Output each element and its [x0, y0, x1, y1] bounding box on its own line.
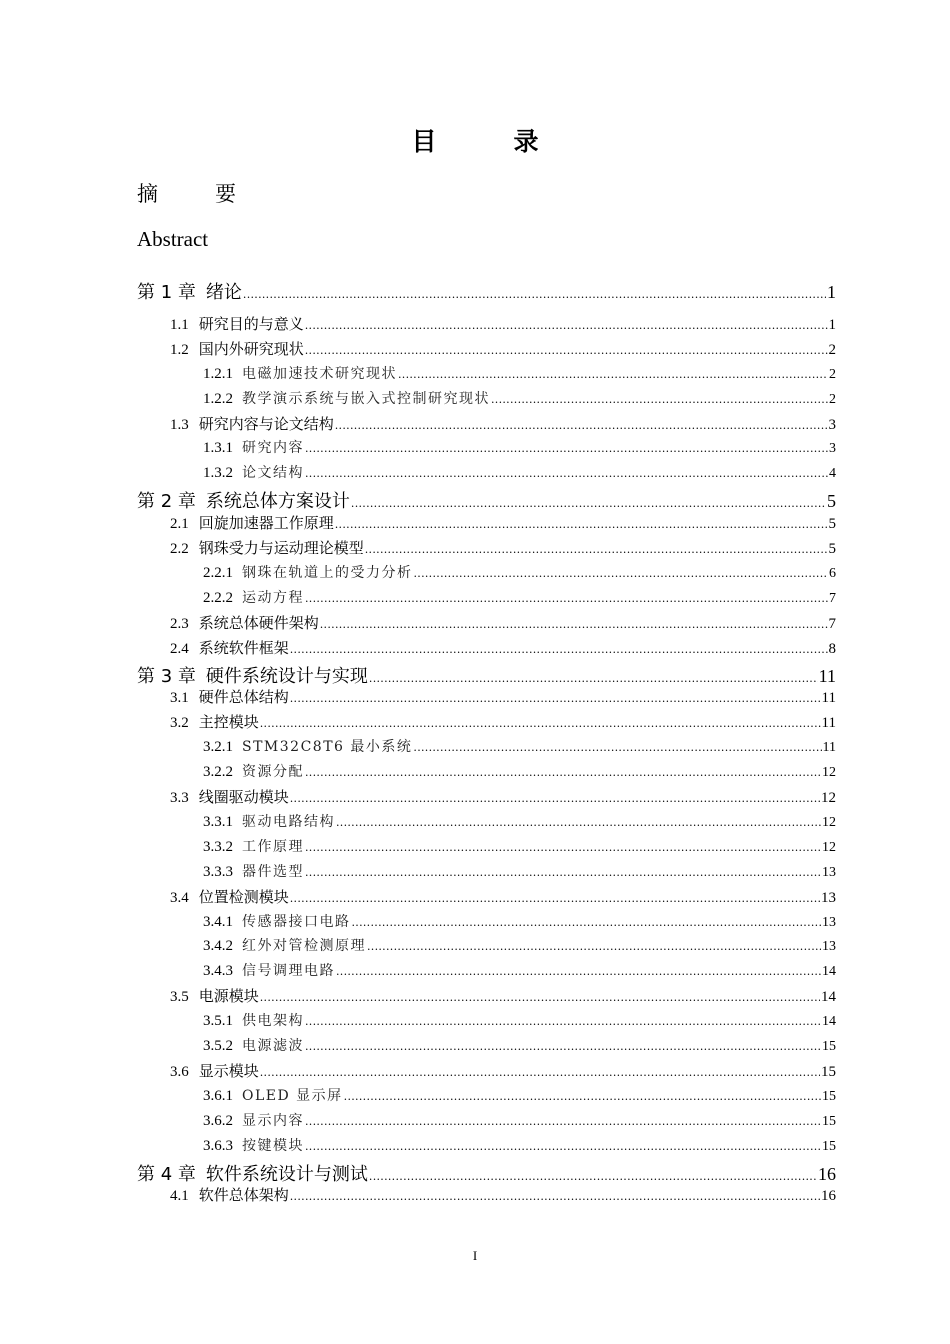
toc-entry-title: 信号调理电路	[242, 963, 335, 980]
toc-entry[interactable]	[170, 313, 836, 334]
toc-entry-title: 研究内容	[242, 440, 304, 457]
toc-entry[interactable]	[203, 1010, 836, 1030]
toc-entry-page: 14	[822, 964, 836, 980]
toc-dot-leader	[413, 741, 821, 754]
toc-entry[interactable]	[203, 1085, 836, 1105]
toc-entry-title: 供电架构	[242, 1013, 304, 1030]
toc-entry-page: 6	[829, 565, 836, 581]
toc-entry-number: 3.5.2	[203, 1038, 233, 1054]
toc-entry-number: 3.3.1	[203, 813, 233, 830]
toc-entry-page: 11	[818, 665, 836, 686]
toc-dot-leader	[369, 672, 818, 685]
toc-entry[interactable]	[203, 1035, 836, 1055]
toc-entry-page: 1	[828, 316, 836, 333]
toc-entry[interactable]	[170, 1184, 836, 1205]
toc-entry-title: 回旋加速器工作原理	[198, 514, 334, 533]
toc-entry-title: 教学演示系统与嵌入式控制研究现状	[242, 390, 490, 407]
toc-entry-title: 国内外研究现状	[198, 339, 304, 358]
toc-entry[interactable]	[170, 612, 836, 633]
toc-entry[interactable]	[203, 1110, 836, 1130]
toc-entry[interactable]	[203, 587, 836, 607]
toc-entry-title: 工作原理	[242, 838, 304, 855]
toc-dot-leader	[305, 766, 821, 779]
toc-dot-leader	[351, 497, 826, 510]
toc-dot-leader	[335, 518, 828, 531]
toc-entry-title: 研究目的与意义	[198, 314, 304, 333]
toc-dot-leader	[344, 1090, 821, 1103]
toc-entry[interactable]	[170, 686, 836, 707]
toc-abstract-cn[interactable]: 摘 要	[137, 182, 254, 206]
toc-entry-page: 15	[822, 1088, 836, 1104]
toc-entry-title: 传感器接口电路	[242, 913, 351, 930]
toc-entry-page: 13	[822, 939, 836, 955]
toc-dot-leader	[305, 1015, 821, 1028]
toc-entry-number: 第 4 章	[137, 1163, 196, 1185]
toc-entry-title: 驱动电路结构	[242, 813, 335, 830]
toc-entry-number: 2.3	[170, 615, 189, 632]
toc-entry[interactable]	[203, 462, 836, 482]
toc-entry-page: 15	[822, 1113, 836, 1129]
toc-entry-title: 电源模块	[198, 987, 259, 1006]
toc-entry-page: 15	[821, 1063, 836, 1080]
toc-entry-number: 1.2.1	[203, 365, 233, 382]
toc-entry-page: 2	[828, 341, 836, 358]
toc-entry-title: 硬件系统设计与实现	[205, 665, 368, 687]
toc-dot-leader	[260, 991, 820, 1004]
toc-dot-leader	[290, 1190, 820, 1203]
toc-entry[interactable]	[203, 861, 836, 881]
toc-entry-number: 1.2	[170, 341, 189, 358]
toc-dot-leader	[305, 1115, 821, 1128]
toc-entry-page: 14	[821, 989, 836, 1006]
toc-entry[interactable]	[137, 487, 836, 513]
toc-entry-title: 按键模块	[242, 1137, 304, 1154]
toc-entry-page: 5	[828, 541, 836, 557]
toc-entry[interactable]	[203, 736, 836, 756]
toc-entry-number: 3.4.2	[203, 938, 233, 955]
toc-entry-number: 1.3.2	[203, 465, 233, 482]
toc-entry-number: 1.3.1	[203, 440, 233, 457]
toc-entry-page: 13	[822, 864, 836, 880]
toc-entry-number: 第 2 章	[137, 491, 196, 513]
toc-dot-leader	[290, 792, 820, 805]
toc-entry-number: 3.6.2	[203, 1112, 233, 1129]
toc-entry-page: 1	[827, 282, 836, 302]
toc-entry-title: 显示内容	[242, 1112, 304, 1129]
toc-entry-page: 16	[821, 1188, 836, 1205]
toc-entry[interactable]	[137, 662, 836, 688]
toc-entry-title: 运动方程	[242, 589, 304, 606]
toc-entry-title: 钢珠在轨道上的受力分析	[242, 564, 413, 581]
toc-entry-page: 3	[828, 416, 836, 433]
toc-entry-title: 软件总体架构	[198, 1186, 289, 1205]
toc-dot-leader	[320, 618, 828, 631]
toc-entry-number: 3.6	[170, 1063, 189, 1080]
toc-entry-page: 13	[821, 889, 836, 906]
toc-entry-number: 3.5	[170, 989, 189, 1006]
toc-entry-page: 15	[822, 1138, 836, 1154]
toc-entry-number: 3.3.2	[203, 838, 233, 855]
toc-entry[interactable]	[203, 935, 836, 955]
toc-entry-number: 2.4	[170, 640, 189, 657]
toc-dot-leader	[290, 892, 820, 905]
toc-dot-leader	[367, 940, 821, 953]
toc-entry-title: 位置检测模块	[198, 887, 289, 906]
toc-entry-page: 12	[822, 765, 836, 781]
toc-entry[interactable]	[170, 637, 836, 658]
toc-entry-page: 13	[822, 914, 836, 930]
toc-entry-page: 5	[827, 491, 836, 512]
toc-entry-page: 14	[822, 1014, 836, 1030]
toc-entry-page: 7	[828, 615, 836, 632]
toc-entry-page: 11	[821, 690, 836, 707]
toc-dot-leader	[352, 916, 822, 929]
toc-entry-title: 系统总体方案设计	[205, 491, 350, 513]
toc-dot-leader	[369, 1170, 817, 1183]
toc-entry-title: STM32C8T6 最小系统	[242, 739, 413, 756]
toc-entry[interactable]	[203, 960, 836, 980]
toc-entry[interactable]	[203, 761, 836, 781]
toc-entry-number: 3.2	[170, 715, 189, 732]
toc-dot-leader	[305, 1140, 821, 1153]
toc-entry-title: 主控模块	[198, 713, 259, 732]
toc-entry-number: 1.3	[170, 416, 189, 433]
toc-entry-number: 3.6.3	[203, 1137, 233, 1154]
toc-dot-leader	[414, 567, 829, 580]
toc-entry-title: 研究内容与论文结构	[198, 414, 334, 433]
toc-entry[interactable]	[203, 363, 836, 383]
toc-entry-title: 显示模块	[198, 1061, 259, 1080]
toc-dot-leader	[335, 419, 828, 432]
toc-entry-page: 12	[822, 839, 836, 855]
toc-entry-page: 12	[821, 790, 836, 806]
toc-entry[interactable]	[170, 1060, 836, 1081]
toc-entry-number: 4.1	[170, 1188, 189, 1205]
toc-entry[interactable]	[170, 711, 836, 732]
toc-entry-number: 1.1	[170, 316, 189, 333]
toc-entry-title: OLED 显示屏	[242, 1087, 343, 1104]
toc-entry-number: 3.2.2	[203, 764, 233, 781]
toc-entry-number: 2.1	[170, 516, 189, 533]
toc-entry-title: 软件系统设计与测试	[205, 1163, 368, 1185]
page-title: 目 录	[411, 127, 565, 156]
toc-entry-title: 资源分配	[242, 764, 304, 781]
toc-entry[interactable]	[170, 338, 836, 359]
toc-entry-number: 3.2.1	[203, 739, 233, 756]
toc-dot-leader	[305, 442, 828, 455]
toc-dot-leader	[243, 288, 826, 301]
toc-entry[interactable]	[170, 512, 836, 533]
toc-entry-page: 15	[822, 1039, 836, 1054]
toc-entry-page: 8	[828, 640, 836, 657]
toc-entry-title: 绪论	[205, 282, 242, 303]
toc-entry-title: 电源滤波	[242, 1038, 304, 1054]
toc-dot-leader	[290, 643, 828, 656]
toc-dot-leader	[260, 1066, 820, 1079]
toc-dot-leader	[305, 344, 828, 357]
toc-dot-leader	[336, 816, 821, 829]
toc-entry-number: 3.4.3	[203, 963, 233, 980]
toc-dot-leader	[260, 717, 821, 730]
toc-dot-leader	[365, 543, 828, 556]
toc-entry-number: 1.2.2	[203, 390, 233, 407]
toc-entry-page: 3	[829, 441, 836, 457]
toc-dot-leader	[305, 467, 828, 480]
toc-dot-leader	[305, 1040, 821, 1053]
toc-entry[interactable]	[137, 1160, 836, 1186]
toc-dot-leader	[290, 692, 821, 705]
toc-entry-number: 3.4.1	[203, 913, 233, 930]
toc-entry-number: 2.2.1	[203, 564, 233, 581]
toc-dot-leader	[336, 965, 821, 978]
toc-dot-leader	[305, 866, 821, 879]
toc-entry-page: 11	[821, 715, 836, 732]
toc-entry-title: 红外对管检测原理	[242, 938, 366, 955]
toc-entry-number: 2.2	[170, 541, 189, 557]
toc-dot-leader	[305, 841, 821, 854]
toc-entry-title: 论文结构	[242, 465, 304, 482]
toc-entry-page: 5	[828, 516, 836, 533]
toc-dot-leader	[398, 368, 828, 381]
toc-entry[interactable]	[170, 413, 836, 434]
toc-entry-number: 第 1 章	[137, 282, 196, 303]
toc-entry-title: 器件选型	[242, 863, 304, 880]
toc-entry-number: 3.6.1	[203, 1087, 233, 1104]
toc-entry[interactable]	[203, 388, 836, 408]
toc-entry-title: 硬件总体结构	[198, 688, 289, 707]
toc-entry-number: 3.3.3	[203, 863, 233, 880]
toc-abstract-en[interactable]: Abstract	[137, 227, 209, 251]
toc-entry-title: 线圈驱动模块	[198, 788, 289, 806]
toc-entry-number: 3.3	[170, 790, 189, 806]
toc-entry-page: 2	[829, 391, 836, 407]
toc-dot-leader	[305, 592, 828, 605]
toc-dot-leader	[305, 319, 828, 332]
toc-entry-title: 系统总体硬件架构	[198, 613, 319, 632]
toc-entry-page: 4	[829, 466, 836, 482]
toc-entry-page: 2	[829, 366, 836, 382]
page-number: I	[472, 1248, 478, 1263]
toc-entry-title: 系统软件框架	[198, 638, 289, 657]
toc-entry-number: 第 3 章	[137, 665, 196, 687]
toc-entry-page: 7	[829, 590, 836, 606]
toc-dot-leader	[491, 393, 828, 406]
toc-entry-number: 3.5.1	[203, 1013, 233, 1030]
toc-entry-page: 12	[822, 814, 836, 830]
toc-entry[interactable]	[170, 985, 836, 1006]
toc-entry[interactable]	[170, 886, 836, 907]
toc-entry[interactable]	[203, 836, 836, 856]
toc-entry-page: 11	[822, 740, 836, 756]
toc-entry[interactable]	[170, 537, 836, 558]
toc-entry-title: 电磁加速技术研究现状	[242, 365, 397, 382]
toc-entry[interactable]	[203, 562, 836, 582]
toc-entry-number: 2.2.2	[203, 589, 233, 606]
toc-entry[interactable]	[203, 1135, 836, 1155]
toc-entry[interactable]	[137, 278, 836, 304]
toc-entry-page: 16	[818, 1163, 836, 1184]
toc-entry[interactable]	[203, 911, 836, 931]
toc-entry-number: 3.1	[170, 690, 189, 707]
toc-entry[interactable]	[203, 437, 836, 457]
toc-entry[interactable]	[203, 811, 836, 831]
toc-entry-number: 3.4	[170, 889, 189, 906]
toc-entry-title: 钢珠受力与运动理论模型	[198, 539, 364, 557]
toc-entry[interactable]	[170, 786, 836, 807]
